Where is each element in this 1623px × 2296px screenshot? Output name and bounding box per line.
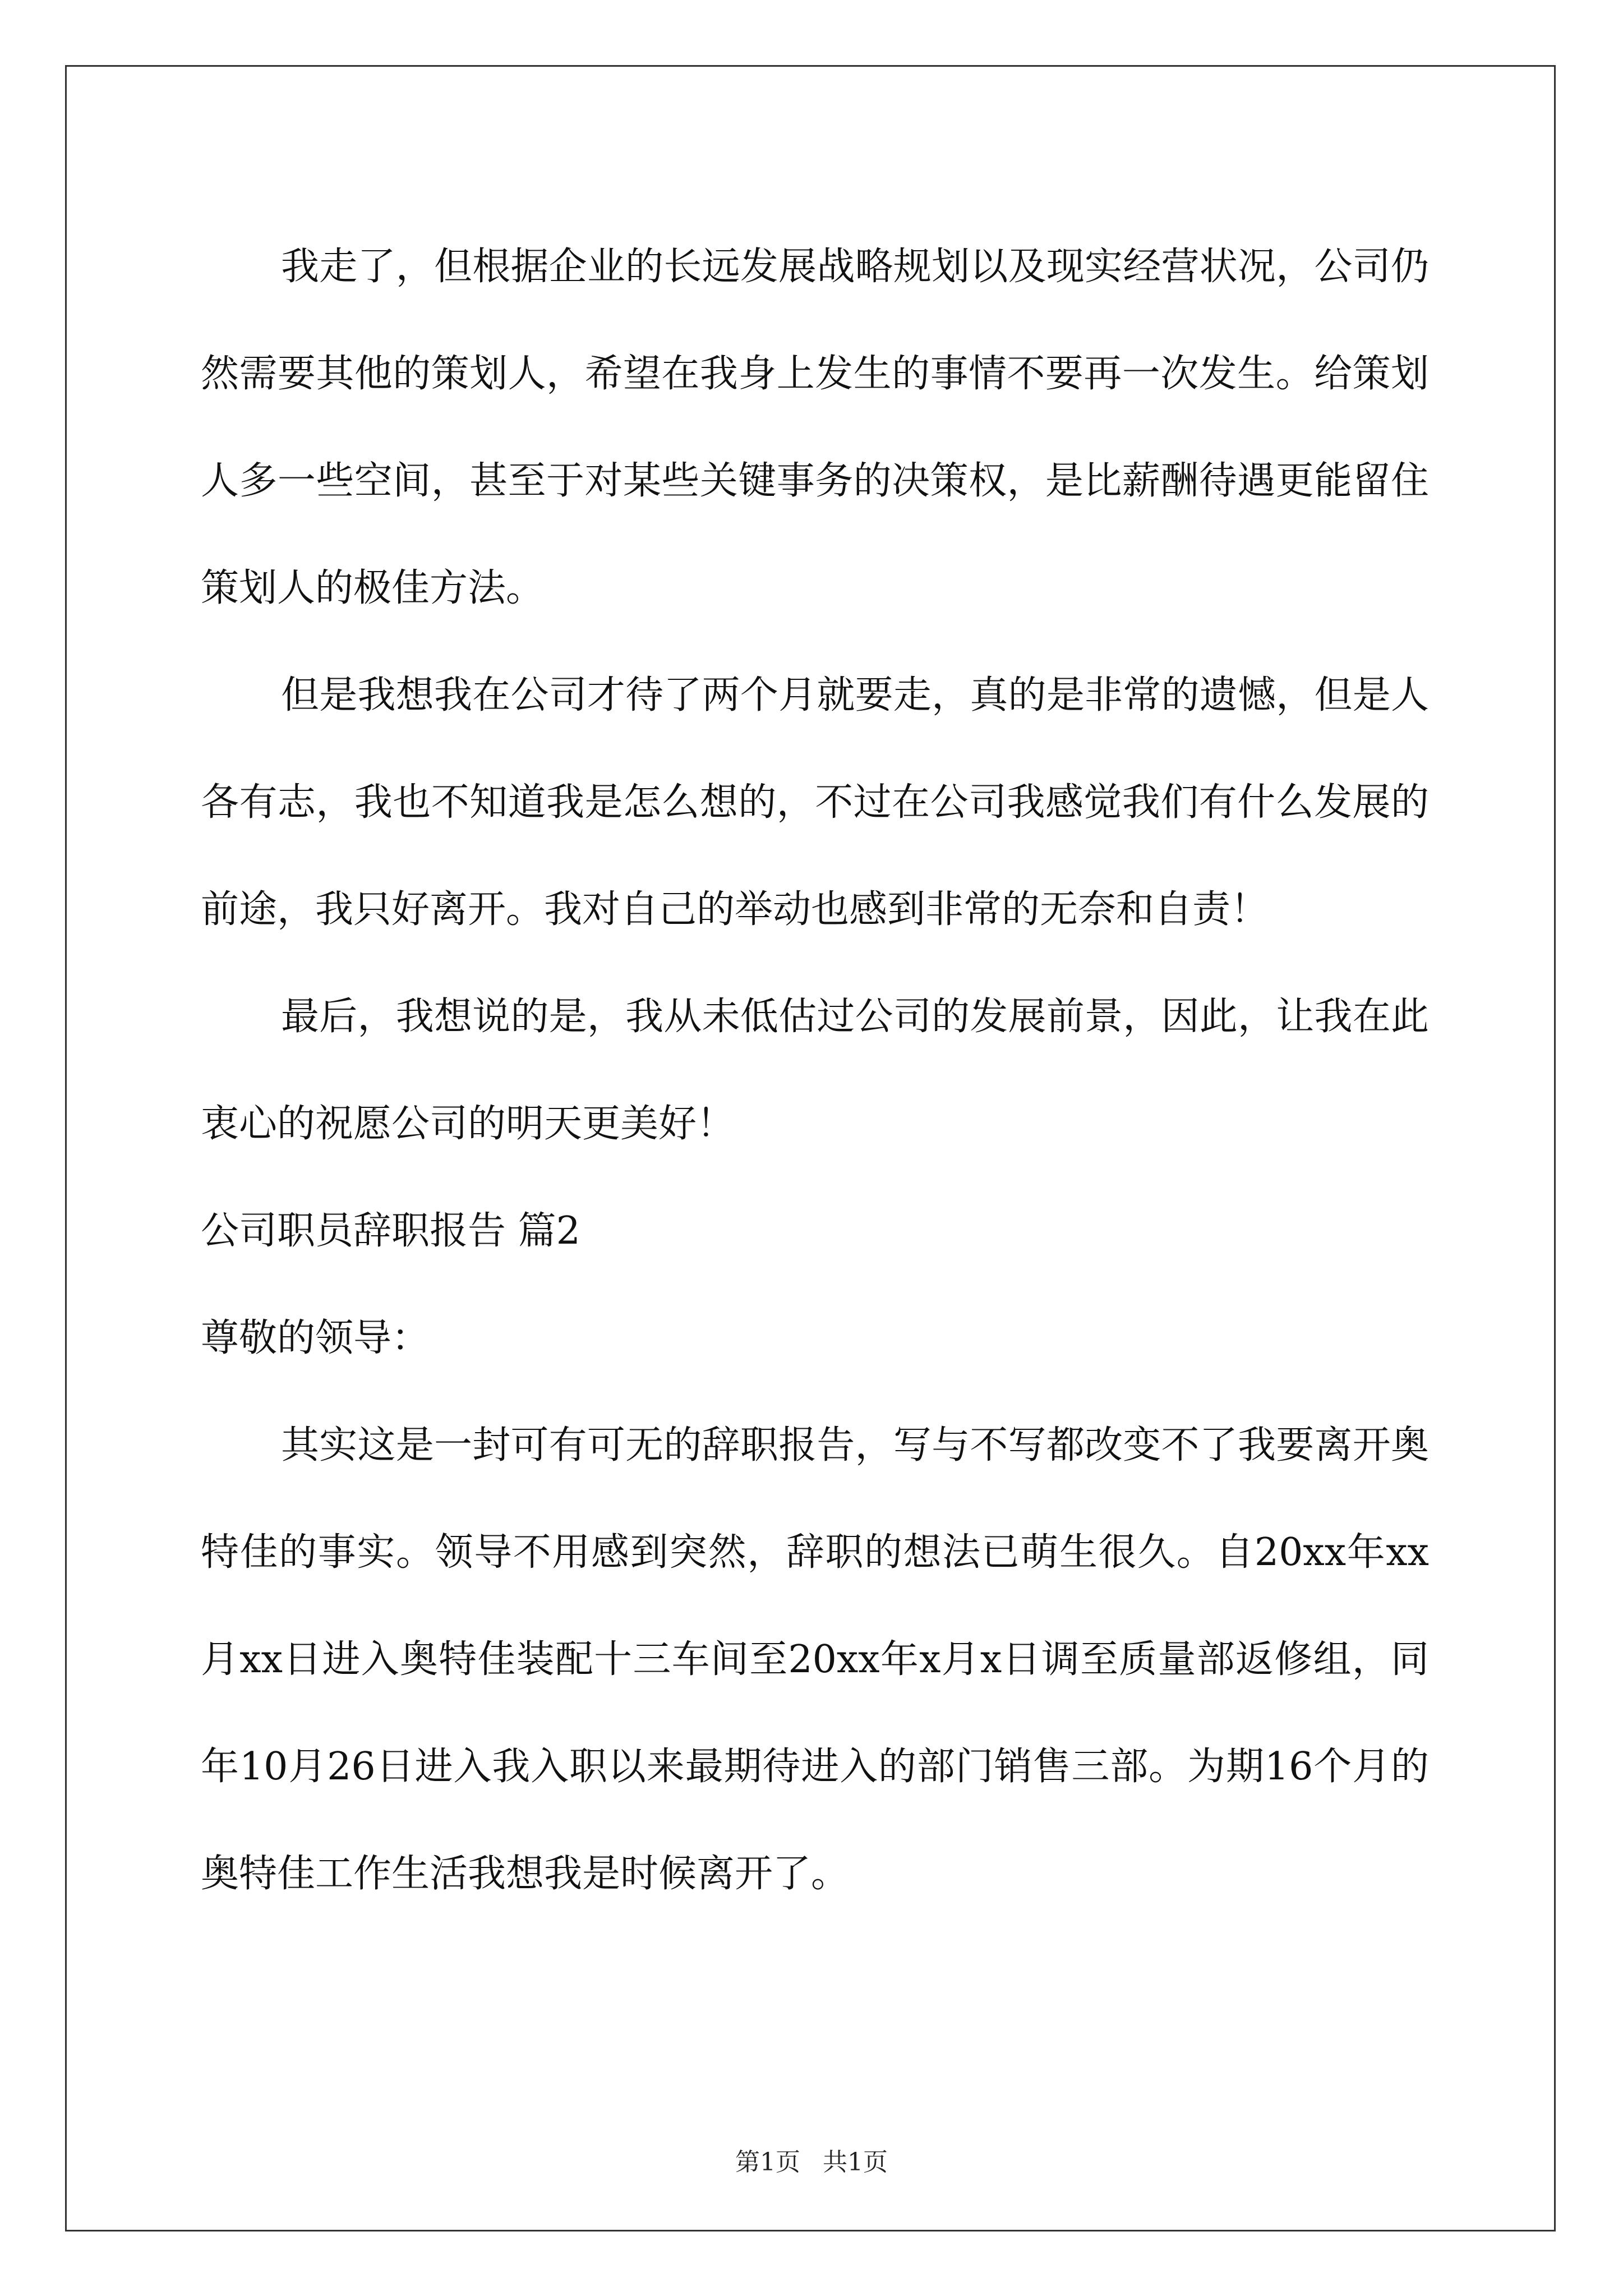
paragraph-1: 我走了，但根据企业的长远发展战略规划以及现实经营状况，公司仍然需要其他的策划人，希望在我身上发生的事情不要再一次发生。给策划人多一些空间，甚至于对某些关键事务的决策权，是比薪酬待遇更能留住策划人的极佳方法。 bbox=[201, 245, 1429, 610]
salutation: 尊敬的领导： bbox=[201, 1316, 430, 1360]
section-heading: 公司职员辞职报告 篇2 bbox=[201, 1209, 580, 1253]
paragraph-3: 最后，我想说的是，我从未低估过公司的发展前景，因此，让我在此衷心的祝愿公司的明天更美好！ bbox=[201, 995, 1429, 1146]
page-footer bbox=[0, 2146, 1623, 2179]
paragraph-4: 其实这是一封可有可无的辞职报告，写与不写都改变不了我要离开奥特佳的事实。领导不用感到突然，辞职的想法已萌生很久。自20xx年xx月xx日进入奥特佳装配十三车间至20xx年x月x日调至质量部返修组，同年10月26日进入我入职以来最期待进入的部门销售三部。为期16个月的奥特佳工作生活我想我是时候离开了。 bbox=[201, 1423, 1429, 1896]
page-number-total: 共1页 bbox=[823, 2148, 888, 2177]
page-number-current: 第1页 bbox=[735, 2148, 800, 2177]
document-body bbox=[201, 213, 1429, 1927]
paragraph-2: 但是我想我在公司才待了两个月就要走，真的是非常的遗憾，但是人各有志，我也不知道我是怎么想的，不过在公司我感觉我们有什么发展的前途，我只好离开。我对自己的举动也感到非常的无奈和自责！ bbox=[201, 673, 1429, 932]
